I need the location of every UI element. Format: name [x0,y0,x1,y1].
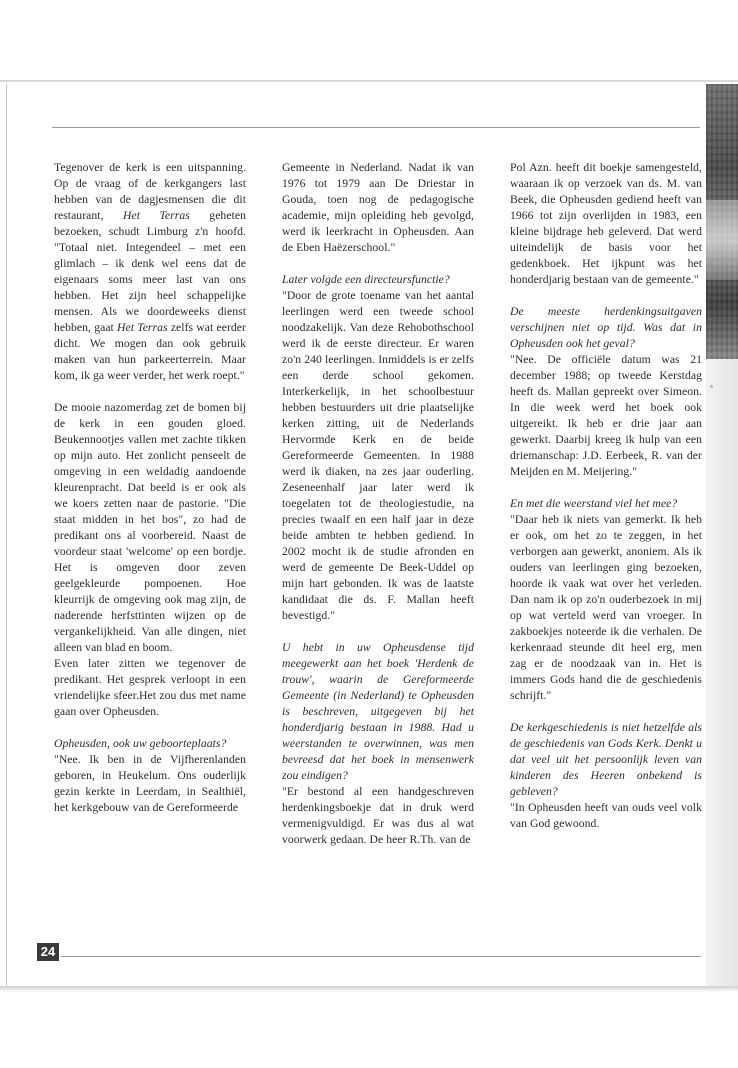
interview-question: Later volgde een directeursfunctie? [282,273,450,286]
interview-question: En met die weerstand viel het mee? [510,497,678,510]
adjacent-page-edge [706,359,738,989]
page-number: 24 [37,943,59,961]
paragraph: De mooie nazomerdag zet de bomen bij de kerk in een gouden gloed. Beukennootjes vallen met zachte tikken op mijn auto. Het zonlicht penseelt de omgeving in een weldadig aandoende kleurenpracht. Dat beeld is er ook als we koers zetten naar de pastorie. "Die staat midden in het bos", zo had de predikant ons al voorbereid. Naast de voordeur staat 'welcome' op een bordje. Het is omgeven door zeven geelgekleurde pompoenen. Hoe kleurrijk de omgeving ook mag zijn, de naderende herfsttinten wijzen op de vergankelijkheid. Van alle dingen, niet alleen van blad en boom. [54,401,246,654]
paragraph [54,160,246,384]
restaurant-name: Het Terras [117,321,168,334]
interview-question: De kerkgeschiedenis is niet hetzelfde als de geschiedenis van Gods Kerk. Denkt u dat veel uit het persoonlijk leven van kinderen des Heeren onbekend is gebleven? [510,721,702,798]
paragraph: "Er bestond al een handgeschreven herdenkingsboekje dat in druk werd vermenigvuldigd. Er was dus al wat voorwerk gedaan. De heer R.Th. van de [282,785,474,846]
adjacent-page-photo-highlight [706,200,738,280]
text-run: zelfs wat eerder dicht. We mogen dan ook gebruik maken van hun parkeerterrein. Maar kom, ik ga weer verder, het werk roept." [54,321,246,382]
column-2 [282,160,474,848]
paragraph: "Nee. Ik ben in de Vijfherenlanden geboren, in Heukelum. Ons ouderlijk gezin kerkte in Leerdam, in Sealthiël, het kerkgebouw van de Gereformeerde [54,753,246,814]
paragraph: Gemeente in Nederland. Nadat ik van 1976 tot 1979 aan De Driestar in Gouda, toen nog de pedagogische academie, mijn opleiding heb gevolgd, werd ik leerkracht in Opheusden. Aan de Eben Haëzerschool." [282,161,474,254]
column-1 [54,160,246,848]
page-spine [6,84,7,989]
text-run: Tegenover de kerk is een uitspanning. Op de vraag of de kerkgangers last hebben van de dagjesmensen die dit restaurant, [54,161,246,222]
paragraph: Even later zitten we tegenover de predikant. Het gesprek verloopt in een vriendelijke sfeer.Het zou dus met name gaan over Opheusden. [54,657,246,718]
interview-question: U hebt in uw Opheusdense tijd meegewerkt aan het boek 'Herdenk de trouw', waarin de Gereformeerde Gemeente (in Nederland) te Opheusden is beschreven, uitgegeven bij het honderdjarig bestaan in 1988. Had u weerstanden te overwinnen, was men bevreesd dat het boek in mensenwerk zou eindigen? [282,641,474,782]
column-3 [510,160,702,848]
paragraph: Pol Azn. heeft dit boekje samengesteld, waaraan ik op verzoek van ds. M. van Beek, die Opheusden gediend heeft van 1966 tot zijn overlijden in 1983, een kleine bijdrage heb geleverd. Dat werd uiteindelijk de basis voor het gedenkboek. Het ijkpunt was het honderdjarig bestaan van de gemeente." [510,161,702,286]
header-rule [52,127,700,128]
page-top-edge [0,80,738,82]
paragraph: "Nee. De officiële datum was 21 december 1988; op tweede Kerstdag heeft ds. Mallan gepreekt over Simeon. In die week werd het boek ook uitgereikt. Ik heb er drie jaar aan gewerkt. Daarbij kreeg ik hulp van een driemanschap: J.D. Eerbeek, R. van der Meijden en M. Meijering." [510,353,702,478]
adjacent-page-speck [710,385,713,388]
restaurant-name: Het Terras [123,209,190,222]
paragraph: "Door de grote toename van het aantal leerlingen werd een tweede school noodzakelijk. Van deze Rehobothschool werd ik de eerste directeur. Er waren zo'n 240 leerlingen. Inmiddels is er zelfs een derde school gekomen. Interkerkelijk, in het schoolbestuur hebben bestuurders uit drie plaatselijke kerken zitting, uit de Nederlands Hervormde Kerk en de beide Gereformeerde Gemeenten. In 1988 werd ik diaken, na zes jaar ouderling. Zeseneenhalf jaar later werd ik toegelaten tot de theologiestudie, na precies twaalf en een half jaar in deze beide ambten te hebben gediend. In 2002 mocht ik de studie afronden en werd de gemeente De Beek-Uddel op mijn hart gebonden. Ik was de laatste kandidaat die ds. F. Mallan heeft bevestigd." [282,289,474,622]
footer-rule [61,956,701,957]
paragraph: "Daar heb ik niets van gemerkt. Ik heb er ook, om het zo te zeggen, in het verborgen aan gewerkt, anoniem. Als ik ouders van leerlingen ging bezoeken, hoorde ik vaak wat over het verleden. Dan nam ik op zo'n ouderbezoek in mij op wat verteld werd van vroeger. In zakboekjes noteerde ik die verhalen. De kerkenraad steunde dit heel erg, men zag er de noodzaak van in. Het is immers Gods hand die de geschiedenis schrijft." [510,513,702,702]
article-columns [54,160,702,848]
interview-question: De meeste herdenkingsuitgaven verschijnen niet op tijd. Was dat in Opheusden ook het geval? [510,305,702,350]
page-bottom-shadow [0,986,738,992]
text-run: geheten bezoeken, schudt Limburg z'n hoofd. "Totaal niet. Integendeel – met een glimlach – ik denk wel eens dat de eigenaars soms meer last van ons hebben. Het zijn heel schappelijke mensen. Als we doordeweeks dienst hebben, gaat [54,209,246,334]
interview-question: Opheusden, ook uw geboorteplaats? [54,737,227,750]
paragraph: "In Opheusden heeft van ouds veel volk van God gewoond. [510,801,702,830]
